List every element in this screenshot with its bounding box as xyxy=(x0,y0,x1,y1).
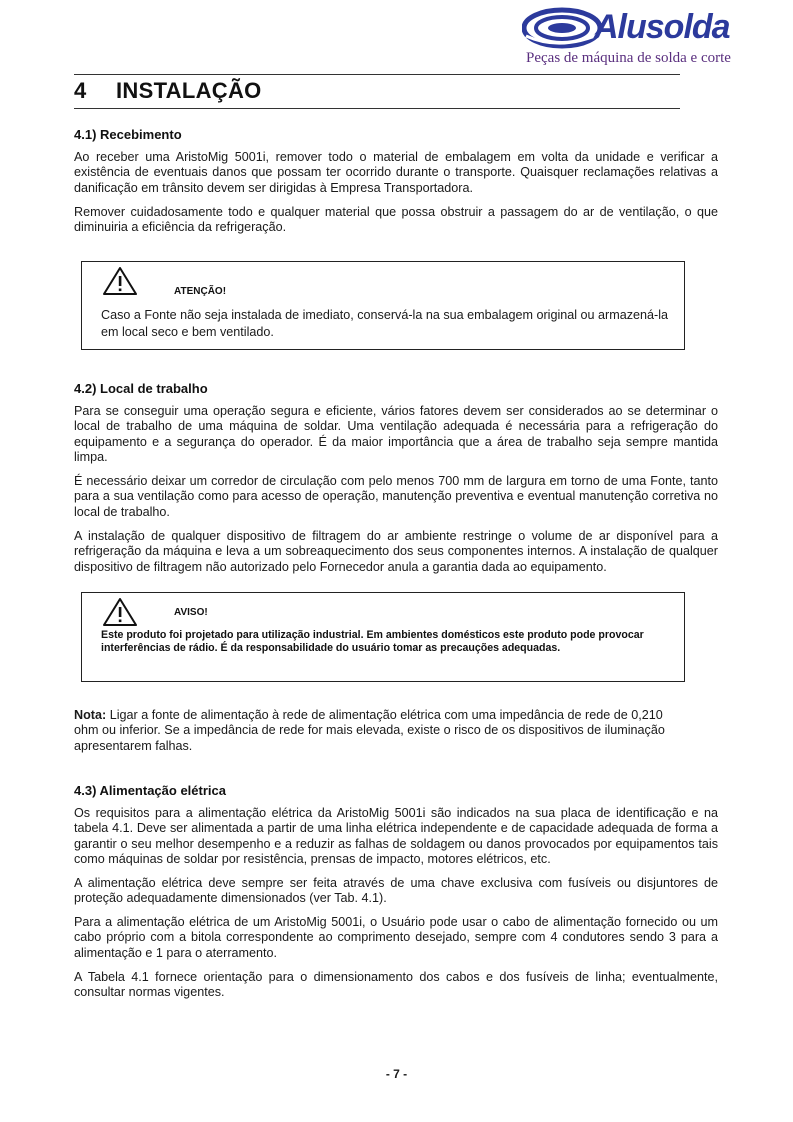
paragraph: Ao receber uma AristoMig 5001i, remover todo o material de embalagem em volta da unidade e verificar a existência de eventuais danos que possam ter ocorrido durante o transporte. Quaisquer reclamações relativas a danificação em trânsito devem ser dirigidas à Empresa Transportadora. xyxy=(74,150,718,195)
warning-triangle-icon xyxy=(102,597,138,627)
note-label: Nota: xyxy=(74,708,107,722)
section-heading-alimentacao-eletrica: 4.3) Alimentação elétrica xyxy=(74,783,226,798)
note-paragraph xyxy=(74,708,684,754)
notice-text: Este produto foi projetado para utilização industrial. Em ambientes domésticos este produto pode provocar interferências de rádio. É da responsabilidade do usuário tomar as precauções adequadas. xyxy=(101,629,644,654)
attention-title: ATENÇÃO! xyxy=(174,286,227,297)
section-heading-recebimento: 4.1) Recebimento xyxy=(74,127,182,142)
paragraph: É necessário deixar um corredor de circulação com pelo menos 700 mm de largura em torno de uma Fonte, tanto para a sua ventilação como para acesso de operação, manutenção preventiva e eventual manutenção corretiva no local de trabalho. xyxy=(74,474,718,519)
attention-text: Caso a Fonte não seja instalada de imediato, conservá-la na sua embalagem original ou armazená-la em local seco e bem ventilado. xyxy=(101,308,669,339)
paragraph: Para a alimentação elétrica de um AristoMig 5001i, o Usuário pode usar o cabo de alimentação fornecido ou um cabo próprio com a bitola correspondente ao comprimento desejado, sempre com 4 condutores sendo 3 para a alimentação e 1 para o aterramento. xyxy=(74,915,718,960)
chapter-heading xyxy=(74,78,680,109)
chapter-number: 4 xyxy=(74,78,87,103)
attention-box xyxy=(81,261,685,350)
paragraph: A Tabela 4.1 fornece orientação para o dimensionamento dos cabos e dos fusíveis de linha; eventualmente, consultar normas vigentes. xyxy=(74,970,718,1000)
logo-tagline: Peças de máquina de solda e corte xyxy=(526,50,731,66)
brand-logo xyxy=(508,6,758,66)
chapter-title: INSTALAÇÃO xyxy=(116,78,262,103)
paragraph: A alimentação elétrica deve sempre ser feita através de uma chave exclusiva com fusíveis ou disjuntores de proteção adequadamente dimensionados (ver Tab. 4.1). xyxy=(74,876,718,906)
paragraph: A instalação de qualquer dispositivo de filtragem do ar ambiente restringe o volume de ar disponível para a refrigeração da máquina e leva a um sobreaquecimento dos seus componentes internos. A instalação de qualquer dispositivo de filtragem não autorizado pelo Fornecedor anula a garantia dada ao equipamento. xyxy=(74,529,718,574)
warning-triangle-icon xyxy=(102,266,138,296)
logo-wordmark: Alusolda xyxy=(594,8,730,46)
notice-title: AVISO! xyxy=(174,607,208,618)
paragraph: Os requisitos para a alimentação elétrica da AristoMig 5001i são indicados na sua placa de identificação e na tabela 4.1. Deve ser alimentada a partir de uma linha elétrica independente e de capacidade adequada de forma a garantir o seu melhor desempenho e a reduzir as falhas de soldagem ou danos provocados por equipamentos tais como máquinas de soldar por resistência, prensas de impacto, motores elétricos, etc. xyxy=(74,806,718,867)
section-heading-local-de-trabalho: 4.2) Local de trabalho xyxy=(74,381,208,396)
paragraph: Remover cuidadosamente todo e qualquer material que possa obstruir a passagem do ar de ventilação, o que diminuiria a eficiência da refrigeração. xyxy=(74,205,718,235)
notice-box xyxy=(81,592,685,682)
note-text: Ligar a fonte de alimentação à rede de alimentação elétrica com uma impedância de rede de 0,210 ohm ou inferior. Se a impedância de rede for mais elevada, existe o risco de os dispositivos de iluminação apresentarem falhas. xyxy=(74,708,665,753)
paragraph: Para se conseguir uma operação segura e eficiente, vários fatores devem ser considerados ao se determinar o local de trabalho de uma máquina de soldar. Uma ventilação adequada é necessária para a refrigeração do equipamento e a segurança do operador. É da maior importância que a área de trabalho seja sempre mantida limpa. xyxy=(74,404,718,465)
header-rule xyxy=(74,74,680,75)
page-number: - 7 - xyxy=(385,1067,408,1081)
